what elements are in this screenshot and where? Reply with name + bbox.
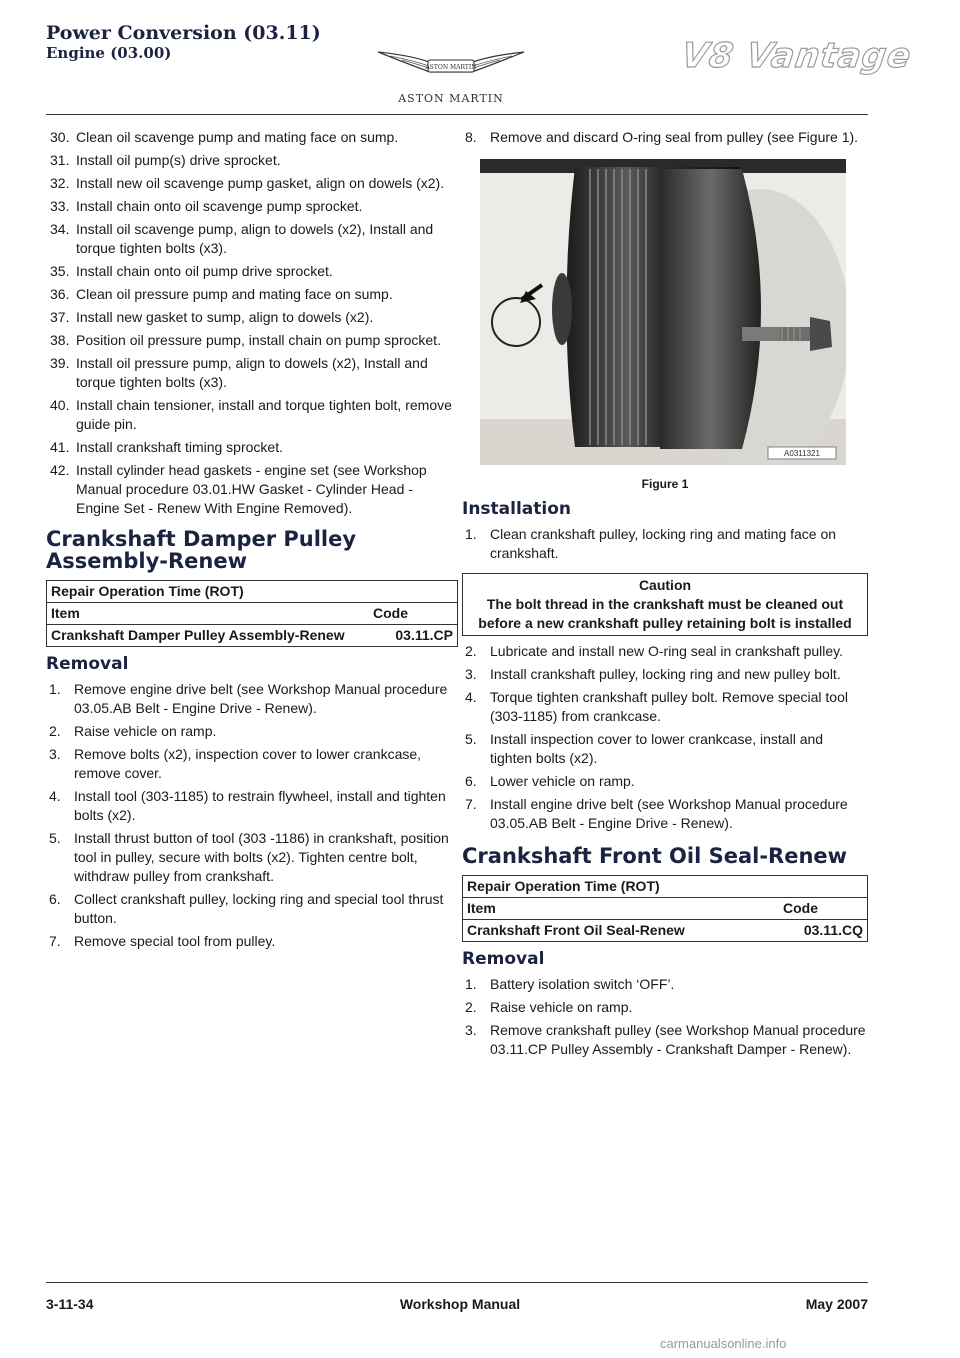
list-item: 32. Install new oil scavenge pump gasket, align on dowels (x2). (50, 175, 445, 191)
list-item: 3. Remove crankshaft pulley (see Workshop Manual procedure 03.11.CP Pulley Assembly - Crankshaft Damper - Renew). (465, 1022, 866, 1057)
removal-heading-2: Removal (462, 949, 545, 969)
list-item: 6. Lower vehicle on ramp. (465, 773, 635, 789)
caution-title: Caution (638, 577, 692, 593)
figure-crankshaft-pulley-photo (480, 159, 846, 465)
section-heading-front-oil-seal: Crankshaft Front Oil Seal-Renew (462, 844, 848, 868)
model-logo: V8 Vantage (679, 36, 915, 76)
list-item: 6. Collect crankshaft pulley, locking ring and special tool thrust button. (49, 891, 444, 926)
removal-steps-list (46, 680, 458, 951)
list-item: 31. Install oil pump(s) drive sprocket. (50, 152, 281, 168)
right-column (462, 128, 868, 1063)
rot-column-code: Code (779, 898, 868, 920)
rot-table-damper-pulley (46, 580, 458, 647)
figure-caption: Figure 1 (641, 477, 689, 491)
list-item: 4. Install tool (303-1185) to restrain flywheel, install and tighten bolts (x2). (49, 788, 446, 823)
list-item: 30. Clean oil scavenge pump and mating face on sump. (50, 129, 399, 145)
rot-table-front-oil-seal (462, 875, 868, 942)
list-item: 40. Install chain tensioner, install and torque tighten bolt, remove guide pin. (50, 397, 452, 432)
list-item: 7. Install engine drive belt (see Workshop Manual procedure 03.05.AB Belt - Engine Drive - Renew). (465, 796, 848, 831)
installation-step-1 (462, 525, 868, 563)
list-item: 2. Raise vehicle on ramp. (49, 723, 217, 739)
pulley-illustration (480, 159, 846, 465)
publication-date: May 2007 (805, 1296, 868, 1312)
document-title: Power Conversion (03.11) (46, 22, 321, 44)
rot-row-item: Crankshaft Front Oil Seal-Renew (463, 920, 780, 942)
list-item: 36. Clean oil pressure pump and mating face on sump. (50, 286, 393, 302)
caution-box (462, 573, 868, 636)
rot-table-title: Repair Operation Time (ROT) (463, 876, 868, 898)
installation-heading: Installation (462, 499, 572, 519)
removal-step-8 (462, 128, 868, 147)
installation-steps-list (462, 642, 868, 833)
removal-steps-list-2 (462, 975, 868, 1059)
caution-text: The bolt thread in the crankshaft must be cleaned out before a new crankshaft pulley retaining bolt is installed (478, 596, 852, 631)
list-item: 1. Battery isolation switch ‘OFF’. (465, 976, 675, 992)
rot-column-code: Code (369, 603, 458, 625)
list-item: 38. Position oil pressure pump, install chain on pump sprocket. (50, 332, 441, 348)
list-item: 1. Remove engine drive belt (see Workshop Manual procedure 03.05.AB Belt - Engine Drive - Renew). (49, 681, 448, 716)
figure-code-label: A0311321 (784, 449, 820, 458)
footer-divider (46, 1282, 868, 1283)
list-item: 37. Install new gasket to sump, align to dowels (x2). (50, 309, 374, 325)
removal-heading: Removal (46, 654, 129, 674)
list-item: 8. Remove and discard O-ring seal from pulley (see Figure 1). (465, 129, 859, 145)
watermark: carmanualsonline.info (660, 1336, 787, 1351)
svg-text:ASTON MARTIN: ASTON MARTIN (425, 64, 477, 71)
list-item: 41. Install crankshaft timing sprocket. (50, 439, 283, 455)
rot-column-item: Item (47, 603, 370, 625)
rot-row-item: Crankshaft Damper Pulley Assembly-Renew (47, 625, 370, 647)
list-item: 4. Torque tighten crankshaft pulley bolt. Remove special tool (303-1185) from crankcase. (465, 689, 848, 724)
list-item: 5. Install thrust button of tool (303 -1186) in crankshaft, position tool in pulley, secure with bolts (x2). Tighten centre bolt, withdraw pulley from crankshaft. (49, 830, 449, 884)
brand-name: ASTON MARTIN (398, 92, 504, 105)
manual-name: Workshop Manual (399, 1296, 521, 1312)
section-heading-damper-pulley: Crankshaft Damper Pulley Assembly-Renew (46, 527, 357, 573)
list-item: 34. Install oil scavenge pump, align to dowels (x2), Install and torque tighten bolts (x3). (50, 221, 434, 256)
document-subtitle: Engine (03.00) (46, 44, 172, 62)
header-divider (46, 114, 868, 115)
left-column (46, 128, 458, 955)
page-number: 3-11-34 (46, 1296, 94, 1312)
rot-table-title: Repair Operation Time (ROT) (47, 581, 458, 603)
list-item: 42. Install cylinder head gaskets - engine set (see Workshop Manual procedure 03.01.HW Gasket - Cylinder Head - Engine Set - Renew With Engine Removed). (50, 462, 427, 516)
rot-row-code: 03.11.CQ (779, 920, 868, 942)
rot-row-code: 03.11.CP (369, 625, 458, 647)
list-item: 35. Install chain onto oil pump drive sprocket. (50, 263, 333, 279)
list-item: 3. Remove bolts (x2), inspection cover to lower crankcase, remove cover. (49, 746, 422, 781)
list-item: 5. Install inspection cover to lower crankcase, install and tighten bolts (x2). (465, 731, 824, 766)
rot-column-item: Item (463, 898, 780, 920)
list-item: 39. Install oil pressure pump, align to dowels (x2), Install and torque tighten bolts (x3). (50, 355, 428, 390)
list-item: 2. Lubricate and install new O-ring seal in crankshaft pulley. (465, 643, 844, 659)
list-item: 7. Remove special tool from pulley. (49, 933, 276, 949)
continued-steps-list (46, 128, 458, 518)
list-item: 3. Install crankshaft pulley, locking ring and new pulley bolt. (465, 666, 841, 682)
list-item: 1. Clean crankshaft pulley, locking ring and mating face on crankshaft. (465, 526, 837, 561)
list-item: 33. Install chain onto oil scavenge pump sprocket. (50, 198, 363, 214)
list-item: 2. Raise vehicle on ramp. (465, 999, 633, 1015)
